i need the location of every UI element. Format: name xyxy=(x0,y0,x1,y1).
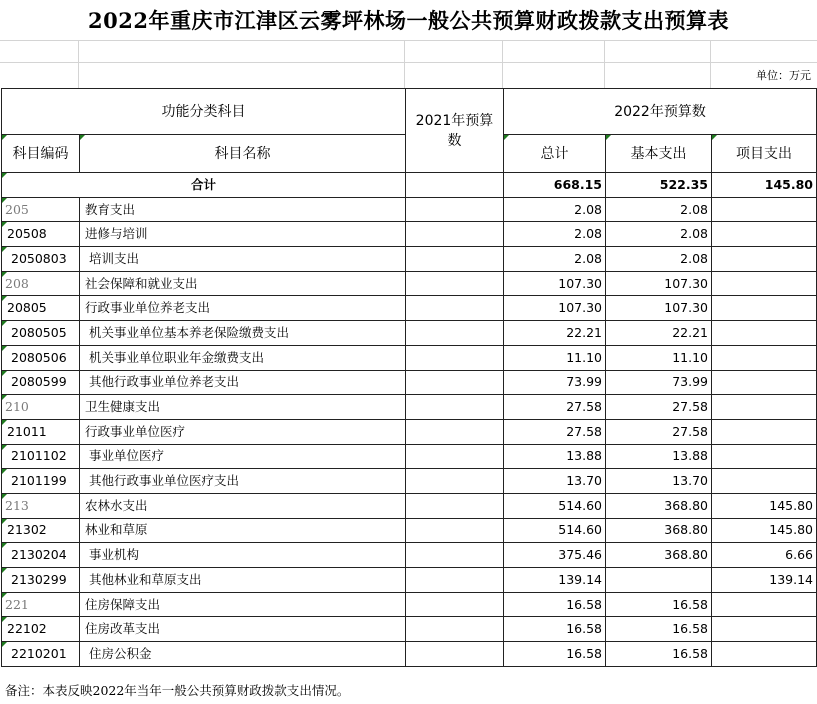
basic-cell: 368.80 xyxy=(606,493,712,518)
total-cell: 107.30 xyxy=(504,296,606,321)
prior-year-cell xyxy=(406,345,504,370)
code-cell: 21011 xyxy=(2,419,80,444)
header-total: 总计 xyxy=(504,135,606,173)
total-cell: 375.46 xyxy=(504,543,606,568)
name-cell: 其他行政事业单位医疗支出 xyxy=(80,469,406,494)
prior-year-cell xyxy=(406,568,504,593)
code-cell: 213 xyxy=(2,493,80,518)
name-cell: 机关事业单位基本养老保险缴费支出 xyxy=(80,321,406,346)
page-title: 2022年重庆市江津区云雾坪林场一般公共预算财政拨款支出预算表 xyxy=(0,0,817,41)
prior-year-cell xyxy=(406,469,504,494)
basic-cell: 368.80 xyxy=(606,518,712,543)
table-row xyxy=(2,419,817,444)
code-cell: 208 xyxy=(2,271,80,296)
name-cell: 行政事业单位养老支出 xyxy=(80,296,406,321)
table-row xyxy=(2,592,817,617)
project-cell xyxy=(712,444,817,469)
total-cell: 107.30 xyxy=(504,271,606,296)
total-amount: 668.15 xyxy=(504,173,606,198)
sheet-gridline xyxy=(0,62,817,63)
code-cell: 2130299 xyxy=(2,568,80,593)
sheet-gridline xyxy=(502,41,503,88)
prior-year-cell xyxy=(406,543,504,568)
prior-year-cell xyxy=(406,419,504,444)
name-cell: 事业机构 xyxy=(80,543,406,568)
total-label: 合计 xyxy=(2,173,406,198)
basic-cell: 13.70 xyxy=(606,469,712,494)
code-cell: 205 xyxy=(2,197,80,222)
code-cell: 2080506 xyxy=(2,345,80,370)
footnote: 备注：本表反映2022年当年一般公共预算财政拨款支出情况。 xyxy=(5,683,350,698)
project-cell xyxy=(712,395,817,420)
basic-cell: 16.58 xyxy=(606,642,712,667)
table-row xyxy=(2,493,817,518)
basic-cell: 368.80 xyxy=(606,543,712,568)
name-cell: 社会保障和就业支出 xyxy=(80,271,406,296)
prior-year-cell xyxy=(406,444,504,469)
prior-year-cell xyxy=(406,642,504,667)
prior-year-cell xyxy=(406,617,504,642)
budget-table xyxy=(1,88,817,667)
basic-cell: 11.10 xyxy=(606,345,712,370)
prior-year-cell xyxy=(406,173,504,198)
table-row xyxy=(2,222,817,247)
name-cell: 住房保障支出 xyxy=(80,592,406,617)
total-cell: 16.58 xyxy=(504,642,606,667)
project-cell xyxy=(712,617,817,642)
table-row xyxy=(2,296,817,321)
table-row xyxy=(2,518,817,543)
total-cell: 2.08 xyxy=(504,197,606,222)
prior-year-cell xyxy=(406,197,504,222)
name-cell: 住房公积金 xyxy=(80,642,406,667)
name-cell: 教育支出 xyxy=(80,197,406,222)
prior-year-cell xyxy=(406,296,504,321)
prior-year-cell xyxy=(406,321,504,346)
basic-cell: 2.08 xyxy=(606,222,712,247)
project-cell xyxy=(712,321,817,346)
sheet-gridline xyxy=(404,41,405,88)
prior-year-cell xyxy=(406,370,504,395)
total-cell: 27.58 xyxy=(504,395,606,420)
total-cell: 514.60 xyxy=(504,493,606,518)
table-row xyxy=(2,395,817,420)
header-prior-year: 2021年预算数 xyxy=(406,89,504,173)
header-functional-class: 功能分类科目 xyxy=(2,89,406,135)
table-row xyxy=(2,444,817,469)
table-row xyxy=(2,370,817,395)
table-row xyxy=(2,543,817,568)
total-row xyxy=(2,173,817,198)
sheet-gridline xyxy=(78,41,79,88)
name-cell: 农林水支出 xyxy=(80,493,406,518)
total-cell: 22.21 xyxy=(504,321,606,346)
total-cell: 13.70 xyxy=(504,469,606,494)
total-cell: 16.58 xyxy=(504,617,606,642)
project-cell xyxy=(712,222,817,247)
prior-year-cell xyxy=(406,222,504,247)
project-cell: 145.80 xyxy=(712,493,817,518)
project-cell xyxy=(712,592,817,617)
project-cell xyxy=(712,419,817,444)
prior-year-cell xyxy=(406,395,504,420)
code-cell: 2080599 xyxy=(2,370,80,395)
name-cell: 其他林业和草原支出 xyxy=(80,568,406,593)
code-cell: 2050803 xyxy=(2,247,80,272)
basic-cell: 13.88 xyxy=(606,444,712,469)
basic-cell: 22.21 xyxy=(606,321,712,346)
total-project: 145.80 xyxy=(712,173,817,198)
name-cell: 林业和草原 xyxy=(80,518,406,543)
project-cell: 6.66 xyxy=(712,543,817,568)
total-cell: 139.14 xyxy=(504,568,606,593)
total-cell: 2.08 xyxy=(504,247,606,272)
table-row xyxy=(2,568,817,593)
total-cell: 27.58 xyxy=(504,419,606,444)
basic-cell: 16.58 xyxy=(606,592,712,617)
unit-label: 单位：万元 xyxy=(756,69,811,82)
sheet-gridline xyxy=(710,41,711,88)
code-cell: 221 xyxy=(2,592,80,617)
prior-year-cell xyxy=(406,592,504,617)
total-cell: 11.10 xyxy=(504,345,606,370)
table-row xyxy=(2,469,817,494)
name-cell: 其他行政事业单位养老支出 xyxy=(80,370,406,395)
name-cell: 机关事业单位职业年金缴费支出 xyxy=(80,345,406,370)
header-code: 科目编码 xyxy=(2,135,80,173)
code-cell: 2101102 xyxy=(2,444,80,469)
total-cell: 2.08 xyxy=(504,222,606,247)
code-cell: 20805 xyxy=(2,296,80,321)
project-cell xyxy=(712,197,817,222)
project-cell: 145.80 xyxy=(712,518,817,543)
total-cell: 514.60 xyxy=(504,518,606,543)
total-cell: 73.99 xyxy=(504,370,606,395)
table-row xyxy=(2,197,817,222)
name-cell: 住房改革支出 xyxy=(80,617,406,642)
code-cell: 2101199 xyxy=(2,469,80,494)
basic-cell: 27.58 xyxy=(606,395,712,420)
name-cell: 进修与培训 xyxy=(80,222,406,247)
table-row xyxy=(2,345,817,370)
name-cell: 培训支出 xyxy=(80,247,406,272)
code-cell: 2130204 xyxy=(2,543,80,568)
prior-year-cell xyxy=(406,493,504,518)
code-cell: 2080505 xyxy=(2,321,80,346)
basic-cell: 2.08 xyxy=(606,197,712,222)
name-cell: 卫生健康支出 xyxy=(80,395,406,420)
basic-cell: 16.58 xyxy=(606,617,712,642)
header-project: 项目支出 xyxy=(712,135,817,173)
table-row xyxy=(2,617,817,642)
project-cell xyxy=(712,247,817,272)
project-cell xyxy=(712,370,817,395)
table-row xyxy=(2,321,817,346)
basic-cell: 107.30 xyxy=(606,271,712,296)
project-cell xyxy=(712,271,817,296)
project-cell xyxy=(712,469,817,494)
project-cell xyxy=(712,296,817,321)
total-cell: 16.58 xyxy=(504,592,606,617)
total-cell: 13.88 xyxy=(504,444,606,469)
basic-cell: 27.58 xyxy=(606,419,712,444)
table-row xyxy=(2,271,817,296)
table-row xyxy=(2,642,817,667)
code-cell: 2210201 xyxy=(2,642,80,667)
prior-year-cell xyxy=(406,518,504,543)
name-cell: 事业单位医疗 xyxy=(80,444,406,469)
prior-year-cell xyxy=(406,247,504,272)
sheet-gridline xyxy=(604,41,605,88)
header-name: 科目名称 xyxy=(80,135,406,173)
basic-cell: 2.08 xyxy=(606,247,712,272)
code-cell: 20508 xyxy=(2,222,80,247)
basic-cell: 107.30 xyxy=(606,296,712,321)
code-cell: 21302 xyxy=(2,518,80,543)
code-cell: 210 xyxy=(2,395,80,420)
header-current-year: 2022年预算数 xyxy=(504,89,817,135)
project-cell xyxy=(712,642,817,667)
basic-cell xyxy=(606,568,712,593)
code-cell: 22102 xyxy=(2,617,80,642)
prior-year-cell xyxy=(406,271,504,296)
header-basic: 基本支出 xyxy=(606,135,712,173)
project-cell xyxy=(712,345,817,370)
basic-cell: 73.99 xyxy=(606,370,712,395)
project-cell: 139.14 xyxy=(712,568,817,593)
total-basic: 522.35 xyxy=(606,173,712,198)
name-cell: 行政事业单位医疗 xyxy=(80,419,406,444)
table-row xyxy=(2,247,817,272)
